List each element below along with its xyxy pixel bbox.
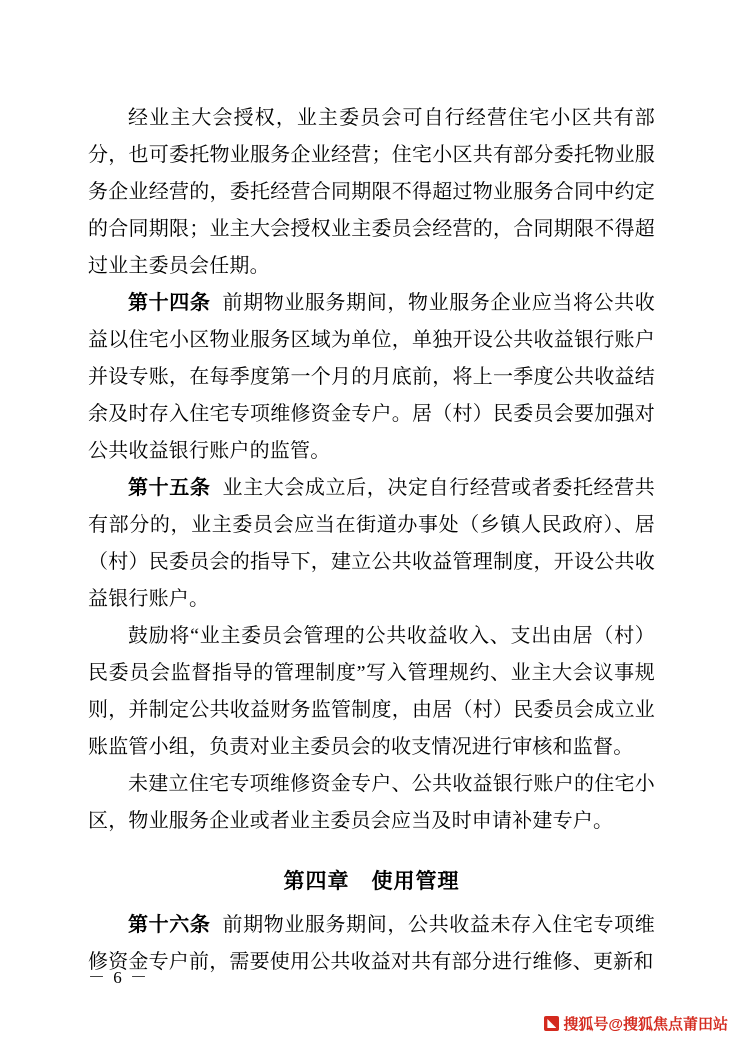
paragraph-text: 前期物业服务期间，公共收益未存入住宅专项维修资金专户前，需要使用公共收益对共有部分进行维修、更新和 xyxy=(88,914,655,973)
paragraph-text: 经业主大会授权，业主委员会可自行经营住宅小区共有部分，也可委托物业服务企业经营；住宅小区共有部分委托物业服务企业经营的，委托经营合同期限不得超过物业服务合同中约定的合同期限；业主大会授权业主委员会经营的，合同期限不得超过业主委员会任期。 xyxy=(88,107,655,277)
paragraph-text: 未建立住宅专项维修资金专户、公共收益银行账户的住宅小区，物业服务企业或者业主委员会应当及时申请补建专户。 xyxy=(88,773,655,832)
article-number: 第十五条 xyxy=(128,477,211,499)
page-footer xyxy=(88,963,149,988)
page-number: － 6 － xyxy=(88,968,149,987)
article-number: 第十四条 xyxy=(128,292,211,314)
watermark xyxy=(544,1013,728,1034)
article-number: 第十六条 xyxy=(128,914,211,936)
paragraph xyxy=(88,100,655,285)
paragraph xyxy=(88,470,655,618)
chapter-heading: 第四章 使用管理 xyxy=(283,870,460,893)
paragraph-text: 业主大会成立后，决定自行经营或者委托经营共有部分的，业主委员会应当在街道办事处（乡镇人民政府）、居（村）民委员会的指导下，建立公共收益管理制度，开设公共收益银行账户。 xyxy=(88,477,655,610)
sohu-logo-icon xyxy=(544,1016,559,1031)
watermark-text: 搜狐号@搜狐焦点莆田站 xyxy=(563,1016,728,1033)
paragraph xyxy=(88,766,655,840)
paragraph xyxy=(88,285,655,470)
document-body xyxy=(88,100,655,981)
paragraph xyxy=(88,907,655,981)
paragraph xyxy=(88,618,655,766)
paragraph-text: 前期物业服务期间，物业服务企业应当将公共收益以住宅小区物业服务区域为单位，单独开设公共收益银行账户并设专账，在每季度第一个月的月底前，将上一季度公共收益结余及时存入住宅专项维修资金专户。居（村）民委员会要加强对公共收益银行账户的监管。 xyxy=(88,292,655,462)
paragraph-text: 鼓励将“业主委员会管理的公共收益收入、支出由居（村）民委员会监督指导的管理制度”写入管理规约、业主大会议事规则，并制定公共收益财务监管制度，由居（村）民委员会成立业账监管小组，负责对业主委员会的收支情况进行审核和监督。 xyxy=(88,625,655,758)
